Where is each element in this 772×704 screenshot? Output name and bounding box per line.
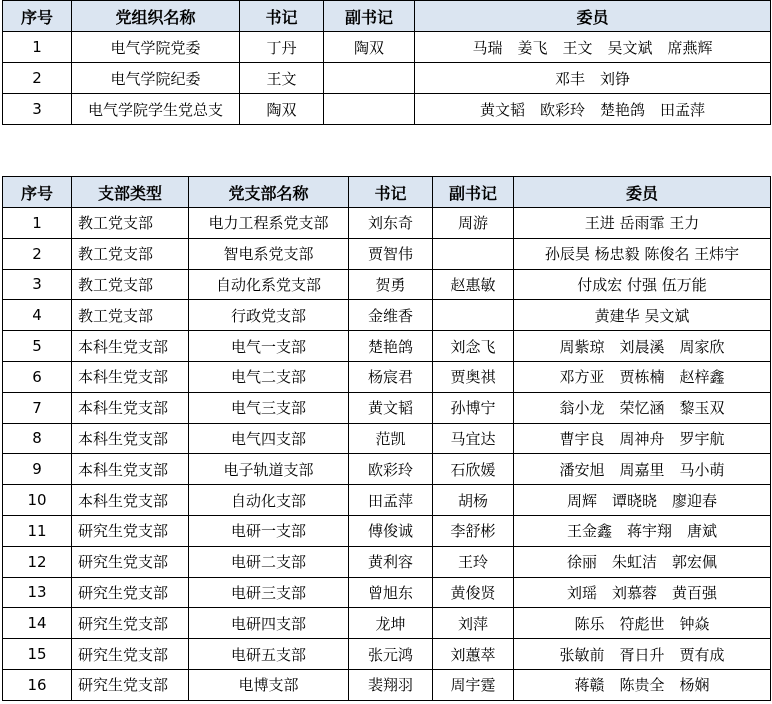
cell-index: 11 bbox=[3, 515, 72, 546]
cell-branch-type: 本科生党支部 bbox=[72, 423, 189, 454]
cell-secretary: 龙坤 bbox=[349, 608, 433, 639]
cell-members: 蒋赣 陈贵全 杨娴 bbox=[514, 669, 771, 700]
cell-branch-name: 电研五支部 bbox=[189, 639, 349, 670]
cell-secretary: 黄利容 bbox=[349, 546, 433, 577]
cell-secretary: 丁丹 bbox=[240, 32, 324, 63]
cell-secretary: 范凯 bbox=[349, 423, 433, 454]
cell-branch-type: 研究生党支部 bbox=[72, 608, 189, 639]
cell-members: 黄文韬 欧彩玲 楚艳鸽 田孟萍 bbox=[415, 94, 771, 125]
table-row bbox=[3, 32, 771, 63]
cell-index: 2 bbox=[3, 63, 72, 94]
cell-members: 翁小龙 荣忆涵 黎玉双 bbox=[514, 392, 771, 423]
cell-secretary: 傅俊诚 bbox=[349, 515, 433, 546]
header-index: 序号 bbox=[3, 1, 72, 32]
cell-index: 16 bbox=[3, 669, 72, 700]
cell-deputy-secretary bbox=[433, 300, 514, 331]
table-row bbox=[3, 208, 771, 239]
cell-branch-type: 教工党支部 bbox=[72, 238, 189, 269]
table-row bbox=[3, 669, 771, 700]
cell-index: 7 bbox=[3, 392, 72, 423]
cell-org-name: 电气学院纪委 bbox=[72, 63, 240, 94]
cell-members: 陈乐 符彪世 钟焱 bbox=[514, 608, 771, 639]
cell-org-name: 电气学院党委 bbox=[72, 32, 240, 63]
cell-branch-name: 自动化支部 bbox=[189, 485, 349, 516]
table-row bbox=[3, 392, 771, 423]
cell-members: 刘瑶 刘慕蓉 黄百强 bbox=[514, 577, 771, 608]
cell-members: 潘安旭 周嘉里 马小萌 bbox=[514, 454, 771, 485]
table-row bbox=[3, 485, 771, 516]
header-org-name: 党组织名称 bbox=[72, 1, 240, 32]
table-row bbox=[3, 639, 771, 670]
table-row bbox=[3, 454, 771, 485]
cell-secretary: 楚艳鸽 bbox=[349, 331, 433, 362]
party-committee-table bbox=[2, 0, 771, 125]
cell-branch-type: 研究生党支部 bbox=[72, 669, 189, 700]
table-row bbox=[3, 300, 771, 331]
cell-deputy-secretary: 王玲 bbox=[433, 546, 514, 577]
header-members: 委员 bbox=[415, 1, 771, 32]
cell-members: 付成宏 付强 伍万能 bbox=[514, 269, 771, 300]
cell-org-name: 电气学院学生党总支 bbox=[72, 94, 240, 125]
cell-branch-type: 本科生党支部 bbox=[72, 485, 189, 516]
header-secretary: 书记 bbox=[349, 177, 433, 208]
cell-branch-name: 电气三支部 bbox=[189, 392, 349, 423]
cell-secretary: 曾旭东 bbox=[349, 577, 433, 608]
cell-branch-type: 研究生党支部 bbox=[72, 546, 189, 577]
cell-members: 徐丽 朱虹洁 郭宏佩 bbox=[514, 546, 771, 577]
cell-index: 8 bbox=[3, 423, 72, 454]
table-row bbox=[3, 238, 771, 269]
table-row bbox=[3, 269, 771, 300]
cell-secretary: 贾智伟 bbox=[349, 238, 433, 269]
table-header-row bbox=[3, 177, 771, 208]
cell-index: 1 bbox=[3, 32, 72, 63]
cell-secretary: 田孟萍 bbox=[349, 485, 433, 516]
table-row bbox=[3, 546, 771, 577]
cell-deputy-secretary: 孙博宁 bbox=[433, 392, 514, 423]
cell-secretary: 欧彩玲 bbox=[349, 454, 433, 485]
table-row bbox=[3, 331, 771, 362]
cell-index: 1 bbox=[3, 208, 72, 239]
cell-members: 孙辰昊 杨忠毅 陈俊名 王炜宇 bbox=[514, 238, 771, 269]
cell-deputy-secretary: 周游 bbox=[433, 208, 514, 239]
cell-branch-name: 自动化系党支部 bbox=[189, 269, 349, 300]
cell-secretary: 贺勇 bbox=[349, 269, 433, 300]
table-header-row bbox=[3, 1, 771, 32]
cell-members: 邓方亚 贾栋楠 赵梓鑫 bbox=[514, 361, 771, 392]
cell-deputy-secretary: 胡杨 bbox=[433, 485, 514, 516]
cell-index: 12 bbox=[3, 546, 72, 577]
cell-secretary: 张元鸿 bbox=[349, 639, 433, 670]
header-branch-name: 党支部名称 bbox=[189, 177, 349, 208]
header-index: 序号 bbox=[3, 177, 72, 208]
cell-index: 10 bbox=[3, 485, 72, 516]
cell-branch-name: 智电系党支部 bbox=[189, 238, 349, 269]
cell-secretary: 刘东奇 bbox=[349, 208, 433, 239]
cell-secretary: 陶双 bbox=[240, 94, 324, 125]
cell-members: 周辉 谭晓晓 廖迎春 bbox=[514, 485, 771, 516]
cell-branch-name: 电博支部 bbox=[189, 669, 349, 700]
header-members: 委员 bbox=[514, 177, 771, 208]
cell-branch-type: 教工党支部 bbox=[72, 269, 189, 300]
cell-deputy-secretary: 黄俊贤 bbox=[433, 577, 514, 608]
cell-secretary: 黄文韬 bbox=[349, 392, 433, 423]
cell-index: 2 bbox=[3, 238, 72, 269]
cell-deputy-secretary bbox=[324, 63, 415, 94]
cell-branch-name: 电气二支部 bbox=[189, 361, 349, 392]
cell-members: 邓丰 刘铮 bbox=[415, 63, 771, 94]
cell-branch-name: 行政党支部 bbox=[189, 300, 349, 331]
cell-members: 马瑞 姜飞 王文 吴文斌 席燕辉 bbox=[415, 32, 771, 63]
cell-branch-name: 电力工程系党支部 bbox=[189, 208, 349, 239]
cell-deputy-secretary: 刘念飞 bbox=[433, 331, 514, 362]
cell-deputy-secretary bbox=[433, 238, 514, 269]
cell-branch-type: 研究生党支部 bbox=[72, 515, 189, 546]
cell-deputy-secretary: 刘蕙萃 bbox=[433, 639, 514, 670]
table-row bbox=[3, 361, 771, 392]
cell-deputy-secretary: 李舒彬 bbox=[433, 515, 514, 546]
table-row bbox=[3, 63, 771, 94]
table-row bbox=[3, 515, 771, 546]
cell-deputy-secretary: 陶双 bbox=[324, 32, 415, 63]
cell-branch-name: 电研二支部 bbox=[189, 546, 349, 577]
cell-index: 14 bbox=[3, 608, 72, 639]
cell-members: 黄建华 吴文斌 bbox=[514, 300, 771, 331]
cell-members: 王进 岳雨霏 王力 bbox=[514, 208, 771, 239]
cell-branch-name: 电气四支部 bbox=[189, 423, 349, 454]
table-row bbox=[3, 423, 771, 454]
cell-secretary: 裴翔羽 bbox=[349, 669, 433, 700]
header-deputy-secretary: 副书记 bbox=[433, 177, 514, 208]
table-row bbox=[3, 608, 771, 639]
cell-secretary: 金维香 bbox=[349, 300, 433, 331]
header-secretary: 书记 bbox=[240, 1, 324, 32]
cell-index: 3 bbox=[3, 94, 72, 125]
cell-branch-type: 本科生党支部 bbox=[72, 331, 189, 362]
cell-branch-type: 教工党支部 bbox=[72, 300, 189, 331]
cell-deputy-secretary: 赵惠敏 bbox=[433, 269, 514, 300]
cell-branch-type: 本科生党支部 bbox=[72, 454, 189, 485]
cell-index: 5 bbox=[3, 331, 72, 362]
cell-members: 周紫琼 刘晨溪 周家欣 bbox=[514, 331, 771, 362]
cell-deputy-secretary: 石欣媛 bbox=[433, 454, 514, 485]
cell-deputy-secretary: 周宇霆 bbox=[433, 669, 514, 700]
cell-members: 王金鑫 蒋宇翔 唐斌 bbox=[514, 515, 771, 546]
cell-branch-type: 本科生党支部 bbox=[72, 361, 189, 392]
cell-index: 9 bbox=[3, 454, 72, 485]
cell-secretary: 王文 bbox=[240, 63, 324, 94]
cell-index: 4 bbox=[3, 300, 72, 331]
table-row bbox=[3, 577, 771, 608]
cell-branch-name: 电子轨道支部 bbox=[189, 454, 349, 485]
cell-secretary: 杨宸君 bbox=[349, 361, 433, 392]
cell-branch-name: 电研一支部 bbox=[189, 515, 349, 546]
cell-index: 15 bbox=[3, 639, 72, 670]
table-row bbox=[3, 94, 771, 125]
cell-deputy-secretary bbox=[324, 94, 415, 125]
cell-branch-type: 教工党支部 bbox=[72, 208, 189, 239]
cell-index: 6 bbox=[3, 361, 72, 392]
cell-branch-type: 本科生党支部 bbox=[72, 392, 189, 423]
cell-branch-name: 电研三支部 bbox=[189, 577, 349, 608]
header-deputy-secretary: 副书记 bbox=[324, 1, 415, 32]
cell-branch-type: 研究生党支部 bbox=[72, 639, 189, 670]
cell-branch-name: 电气一支部 bbox=[189, 331, 349, 362]
cell-branch-type: 研究生党支部 bbox=[72, 577, 189, 608]
cell-deputy-secretary: 刘萍 bbox=[433, 608, 514, 639]
branch-table bbox=[2, 176, 771, 701]
cell-branch-name: 电研四支部 bbox=[189, 608, 349, 639]
cell-members: 张敏前 胥日升 贾有成 bbox=[514, 639, 771, 670]
cell-index: 3 bbox=[3, 269, 72, 300]
cell-members: 曹宇良 周神舟 罗宇航 bbox=[514, 423, 771, 454]
header-branch-type: 支部类型 bbox=[72, 177, 189, 208]
cell-deputy-secretary: 贾奥祺 bbox=[433, 361, 514, 392]
cell-index: 13 bbox=[3, 577, 72, 608]
cell-deputy-secretary: 马宜达 bbox=[433, 423, 514, 454]
